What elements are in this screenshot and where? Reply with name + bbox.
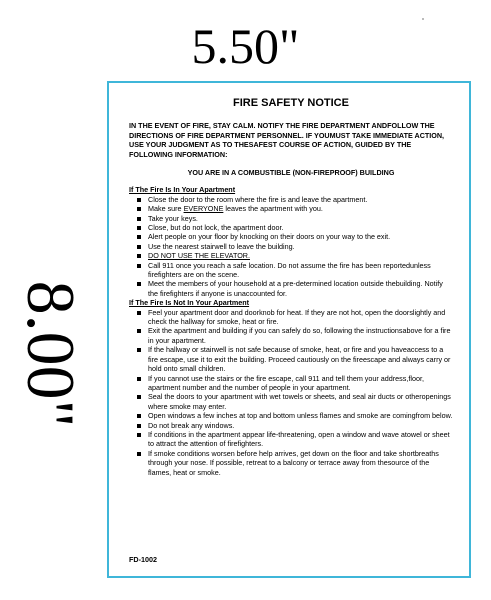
- section-heading-fire-in-apartment: If The Fire Is In Your Apartment: [129, 185, 236, 195]
- bullet-square-icon: [137, 414, 141, 418]
- list-item-text: If you cannot use the stairs or the fire escape, call 911 and tell them your address,floor, apartment number and the number of people in your apartment.: [148, 373, 424, 392]
- bullet-square-icon: [137, 433, 141, 437]
- bullet-square-icon: [137, 424, 141, 428]
- bullet-square-icon: [137, 311, 141, 315]
- list-item-text: Alert people on your floor by knocking on their doors on your way to the exit.: [148, 232, 391, 242]
- fire-in-apartment-list: [129, 195, 453, 298]
- list-item: [129, 449, 453, 477]
- list-item: [129, 261, 453, 280]
- list-item-text: Feel your apartment door and doorknob for heat. If they are not hot, open the doorslightly and check the hallway for smoke, heat or fire.: [148, 307, 446, 327]
- bullet-square-icon: [137, 235, 141, 239]
- list-item: [129, 223, 453, 232]
- notice-intro: IN THE EVENT OF FIRE, STAY CALM. NOTIFY THE FIRE DEPARTMENT ANDFOLLOW THE DIRECTIONS OF FIRE DEPARTMENT PERSONNEL. IF YOUMUST TAKE IMMEDIATE ACTION, USE YOUR JUDGMENT AS TO THESAFEST COURSE OF ACTION, GUIDED BY THE FOLLOWING INFORMATION:: [129, 121, 445, 159]
- list-item-emphasis: DO NOT USE THE ELEVATOR.: [148, 251, 250, 261]
- width-dimension-label: 5.50": [191, 18, 300, 74]
- bullet-square-icon: [137, 254, 141, 258]
- list-item: [129, 308, 453, 327]
- list-item: [129, 214, 453, 223]
- bullet-square-icon: [137, 217, 141, 221]
- list-item: [129, 430, 453, 449]
- list-item: [129, 392, 453, 411]
- bullet-square-icon: [137, 207, 141, 211]
- bullet-square-icon: [137, 264, 141, 268]
- list-item-text: Do not break any windows.: [148, 420, 235, 430]
- list-item: [129, 326, 453, 345]
- list-item: [129, 251, 453, 260]
- bullet-square-icon: [137, 282, 141, 286]
- list-item-text: Open windows a few inches at top and bottom unless flames and smoke are comingfrom below.: [148, 411, 453, 421]
- list-item-emphasis: EVERYONE: [183, 204, 224, 214]
- list-item: [129, 421, 453, 430]
- list-item-text: Use the nearest stairwell to leave the building.: [148, 241, 295, 251]
- form-code: FD-1002: [129, 555, 157, 564]
- list-item-text: Close the door to the room where the fire is and leave the apartment.: [148, 194, 368, 204]
- bullet-square-icon: [137, 198, 141, 202]
- list-item-text: Take your keys.: [148, 213, 198, 223]
- fire-safety-notice: [107, 81, 471, 578]
- list-item: [129, 195, 453, 204]
- list-item-text: If conditions in the apartment appear life-threatening, open a window and wave atowel or sheet to attract the attention of firefighters.: [148, 429, 450, 449]
- list-item: [129, 232, 453, 241]
- section-heading-fire-not-in-apartment: If The Fire Is Not In Your Apartment: [129, 298, 250, 308]
- list-item: [129, 411, 453, 420]
- height-dimension-label: 8.00": [13, 280, 89, 428]
- bullet-square-icon: [137, 377, 141, 381]
- list-item: [129, 242, 453, 251]
- list-item-text: leaves the apartment with you.: [223, 204, 323, 214]
- list-item-text: Meet the members of your household at a pre-determined location outside thebuilding. Notify the firefighters if anyone is unaccounted for.: [148, 279, 443, 298]
- list-item-text: Seal the doors to your apartment with wet towels or sheets, and seal air ducts or otheropenings where smoke may enter.: [148, 392, 451, 411]
- notice-title: FIRE SAFETY NOTICE: [233, 97, 349, 109]
- bullet-square-icon: [137, 329, 141, 333]
- list-item: [129, 279, 453, 298]
- list-item-text: Close, but do not lock, the apartment door.: [148, 223, 284, 232]
- bullet-square-icon: [137, 395, 141, 399]
- list-item-text: Call 911 once you reach a safe location. Do not assume the fire has been reportedunless firefighters are on the scene.: [148, 260, 431, 280]
- speck: [422, 18, 424, 20]
- list-item-text: If smoke conditions worsen before help arrives, get down on the floor and take shortbreaths through your nose. If possible, retreat to a balcony or terrace away from thesource of the flames, heat or smoke.: [148, 448, 439, 477]
- building-type: YOU ARE IN A COMBUSTIBLE (NON-FIREPROOF) BUILDING: [187, 168, 395, 178]
- fire-not-in-apartment-list: [129, 308, 453, 477]
- bullet-square-icon: [137, 226, 141, 230]
- list-item-text: Exit the apartment and building if you can safely do so, following the instructionsabove for a fire in your apartment.: [148, 326, 451, 345]
- bullet-square-icon: [137, 348, 141, 352]
- bullet-square-icon: [137, 452, 141, 456]
- list-item: [129, 345, 453, 373]
- bullet-square-icon: [137, 245, 141, 249]
- list-item: [129, 204, 453, 213]
- list-item: [129, 374, 453, 393]
- list-item-text: If the hallway or stairwell is not safe because of smoke, heat, or fire and you haveaccess to a fire escape, use it to exit the building. Proceed cautiously on the fireescape and always carry or hold onto small children.: [148, 345, 451, 374]
- list-item-text: Make sure: [148, 204, 184, 214]
